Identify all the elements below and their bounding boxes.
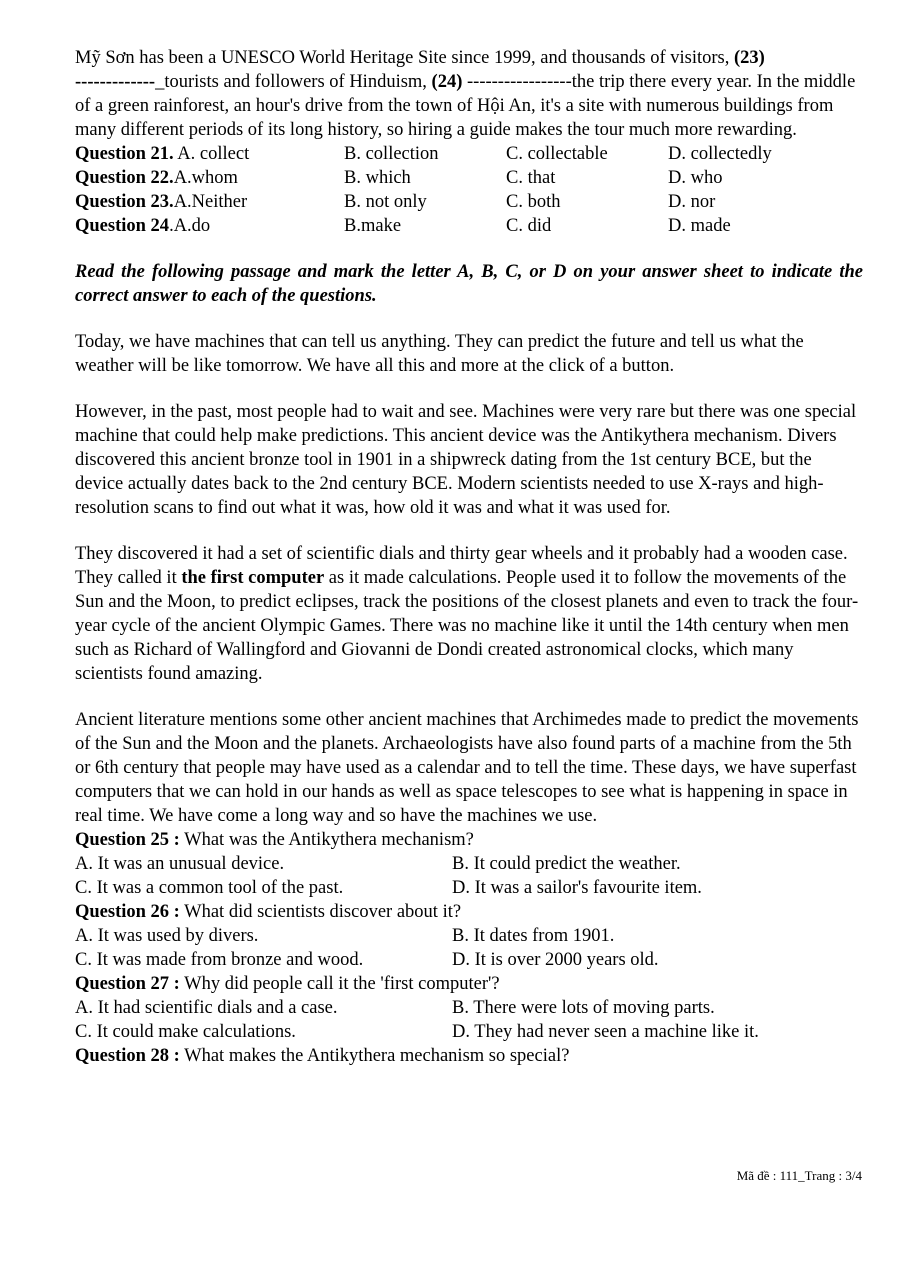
question-stem (75, 972, 863, 996)
question-stem (75, 900, 863, 924)
option-a: A.whom (173, 168, 238, 188)
cloze-text: Mỹ Sơn has been a UNESCO World Heritage Site since 1999, and thousands of visitors, (75, 48, 734, 68)
reading-paragraph-1: Today, we have machines that can tell us anything. They can predict the future and tell us what the weather will be like tomorrow. We have all this and more at the click of a button. (75, 332, 804, 376)
option-d: D. They had never seen a machine like it. (452, 1022, 759, 1042)
blank-23-number: (23) (733, 48, 765, 68)
option-a: A.Neither (173, 192, 248, 212)
question-number: Question 21. (75, 144, 174, 164)
question-26 (75, 900, 863, 972)
question-number: Question 26 : (75, 902, 180, 922)
question-23 (75, 190, 863, 214)
question-number: Question 28 : (75, 1046, 180, 1066)
option-c: C. that (506, 168, 556, 188)
option-d: D. It was a sailor's favourite item. (452, 878, 702, 898)
option-b: B. There were lots of moving parts. (452, 998, 715, 1018)
option-d: D. collectedly (668, 144, 772, 164)
question-27 (75, 972, 863, 1044)
cloze-questions (75, 142, 863, 238)
option-a: A. It had scientific dials and a case. (75, 998, 338, 1018)
blank-23-line: ------------- (75, 72, 156, 92)
question-25 (75, 828, 863, 900)
option-a: A. It was used by divers. (75, 926, 259, 946)
reading-paragraph-3 (75, 542, 863, 686)
question-number: Question 25 : (75, 830, 180, 850)
paragraph-text: They discovered it had a set of scientific dials and thirty gear wheels and it probably had a wooden case. They called it (75, 544, 848, 588)
option-d: D. It is over 2000 years old. (452, 950, 659, 970)
question-number: Question 22. (75, 168, 174, 188)
option-c: C. collectable (506, 144, 608, 164)
question-22 (75, 166, 863, 190)
question-number: Question 24 (75, 216, 170, 236)
question-stem (75, 1044, 863, 1068)
option-c: C. It could make calculations. (75, 1022, 296, 1042)
reading-paragraph-2: However, in the past, most people had to wait and see. Machines were very rare but there was one special machine that could help make predictions. This ancient device was the Antikythera mechanism. Divers discovered this ancient bronze tool in 1901 in a shipwreck dating from the 1st century BCE, but the device actually dates back to the 2nd century BCE. Modern scientists needed to use X-rays and high-resolution scans to find out what it was, how old it was and what it was used for. (75, 402, 857, 518)
option-a: .A.do (169, 216, 211, 236)
option-c: C. did (506, 216, 552, 236)
option-c: C. both (506, 192, 561, 212)
cloze-text-after-23: _tourists and followers of Hinduism, (155, 72, 432, 92)
question-number: Question 27 : (75, 974, 180, 994)
cloze-passage (75, 46, 863, 142)
question-24 (75, 214, 863, 238)
option-b: B. It dates from 1901. (452, 926, 615, 946)
option-c: C. It was a common tool of the past. (75, 878, 344, 898)
reading-instruction: Read the following passage and mark the letter A, B, C, or D on your answer sheet to indicate the correct answer to each of the questions. (75, 262, 863, 306)
option-b: B. It could predict the weather. (452, 854, 681, 874)
exam-page (75, 46, 863, 1068)
option-d: D. who (668, 168, 723, 188)
question-text: What did scientists discover about it? (179, 902, 462, 922)
question-text: What was the Antikythera mechanism? (179, 830, 474, 850)
blank-24-number: (24) (431, 72, 463, 92)
paragraph-text: as it made calculations. People used it to follow the movements of the Sun and the Moon, to predict eclipses, track the positions of the closest planets and even to track the four-year cycle of the ancient Olympic Games. There was no machine like it until the 14th century when men such as Richard of Wallingford and Giovanni de Dondi created astronomical clocks, which many scientists found amazing. (75, 568, 859, 684)
question-stem (75, 828, 863, 852)
option-b: B.make (344, 216, 402, 236)
cloze-text-after-24: -----------------the trip there every year. In the middle of a green rainforest, an hour's drive from the town of Hội An, it's a site with numerous buildings from many different periods of its long history, so hiring a guide makes the tour much more rewarding. (75, 72, 856, 140)
option-a: A. collect (173, 144, 250, 164)
question-text: What makes the Antikythera mechanism so special? (179, 1046, 570, 1066)
page-footer: Mã đề : 111_Trang : 3/4 (736, 1168, 862, 1183)
reading-paragraph-4: Ancient literature mentions some other ancient machines that Archimedes made to predict the movements of the Sun and the Moon and the planets. Archaeologists have also found parts of a machine from the 5th or 6th century that people may have used as a calendar and to tell the time. These days, we have superfast computers that we can hold in our hands as well as space telescopes to see what is happening in space in real time. We have come a long way and so have the machines we use. (75, 710, 859, 826)
option-a: A. It was an unusual device. (75, 854, 285, 874)
emphasized-phrase: the first computer (181, 568, 325, 588)
option-d: D. made (668, 216, 731, 236)
question-number: Question 23. (75, 192, 174, 212)
option-b: B. not only (344, 192, 427, 212)
question-21 (75, 142, 863, 166)
option-b: B. collection (344, 144, 439, 164)
question-text: Why did people call it the 'first computer'? (179, 974, 500, 994)
question-28 (75, 1044, 863, 1068)
option-b: B. which (344, 168, 411, 188)
option-c: C. It was made from bronze and wood. (75, 950, 364, 970)
option-d: D. nor (668, 192, 716, 212)
